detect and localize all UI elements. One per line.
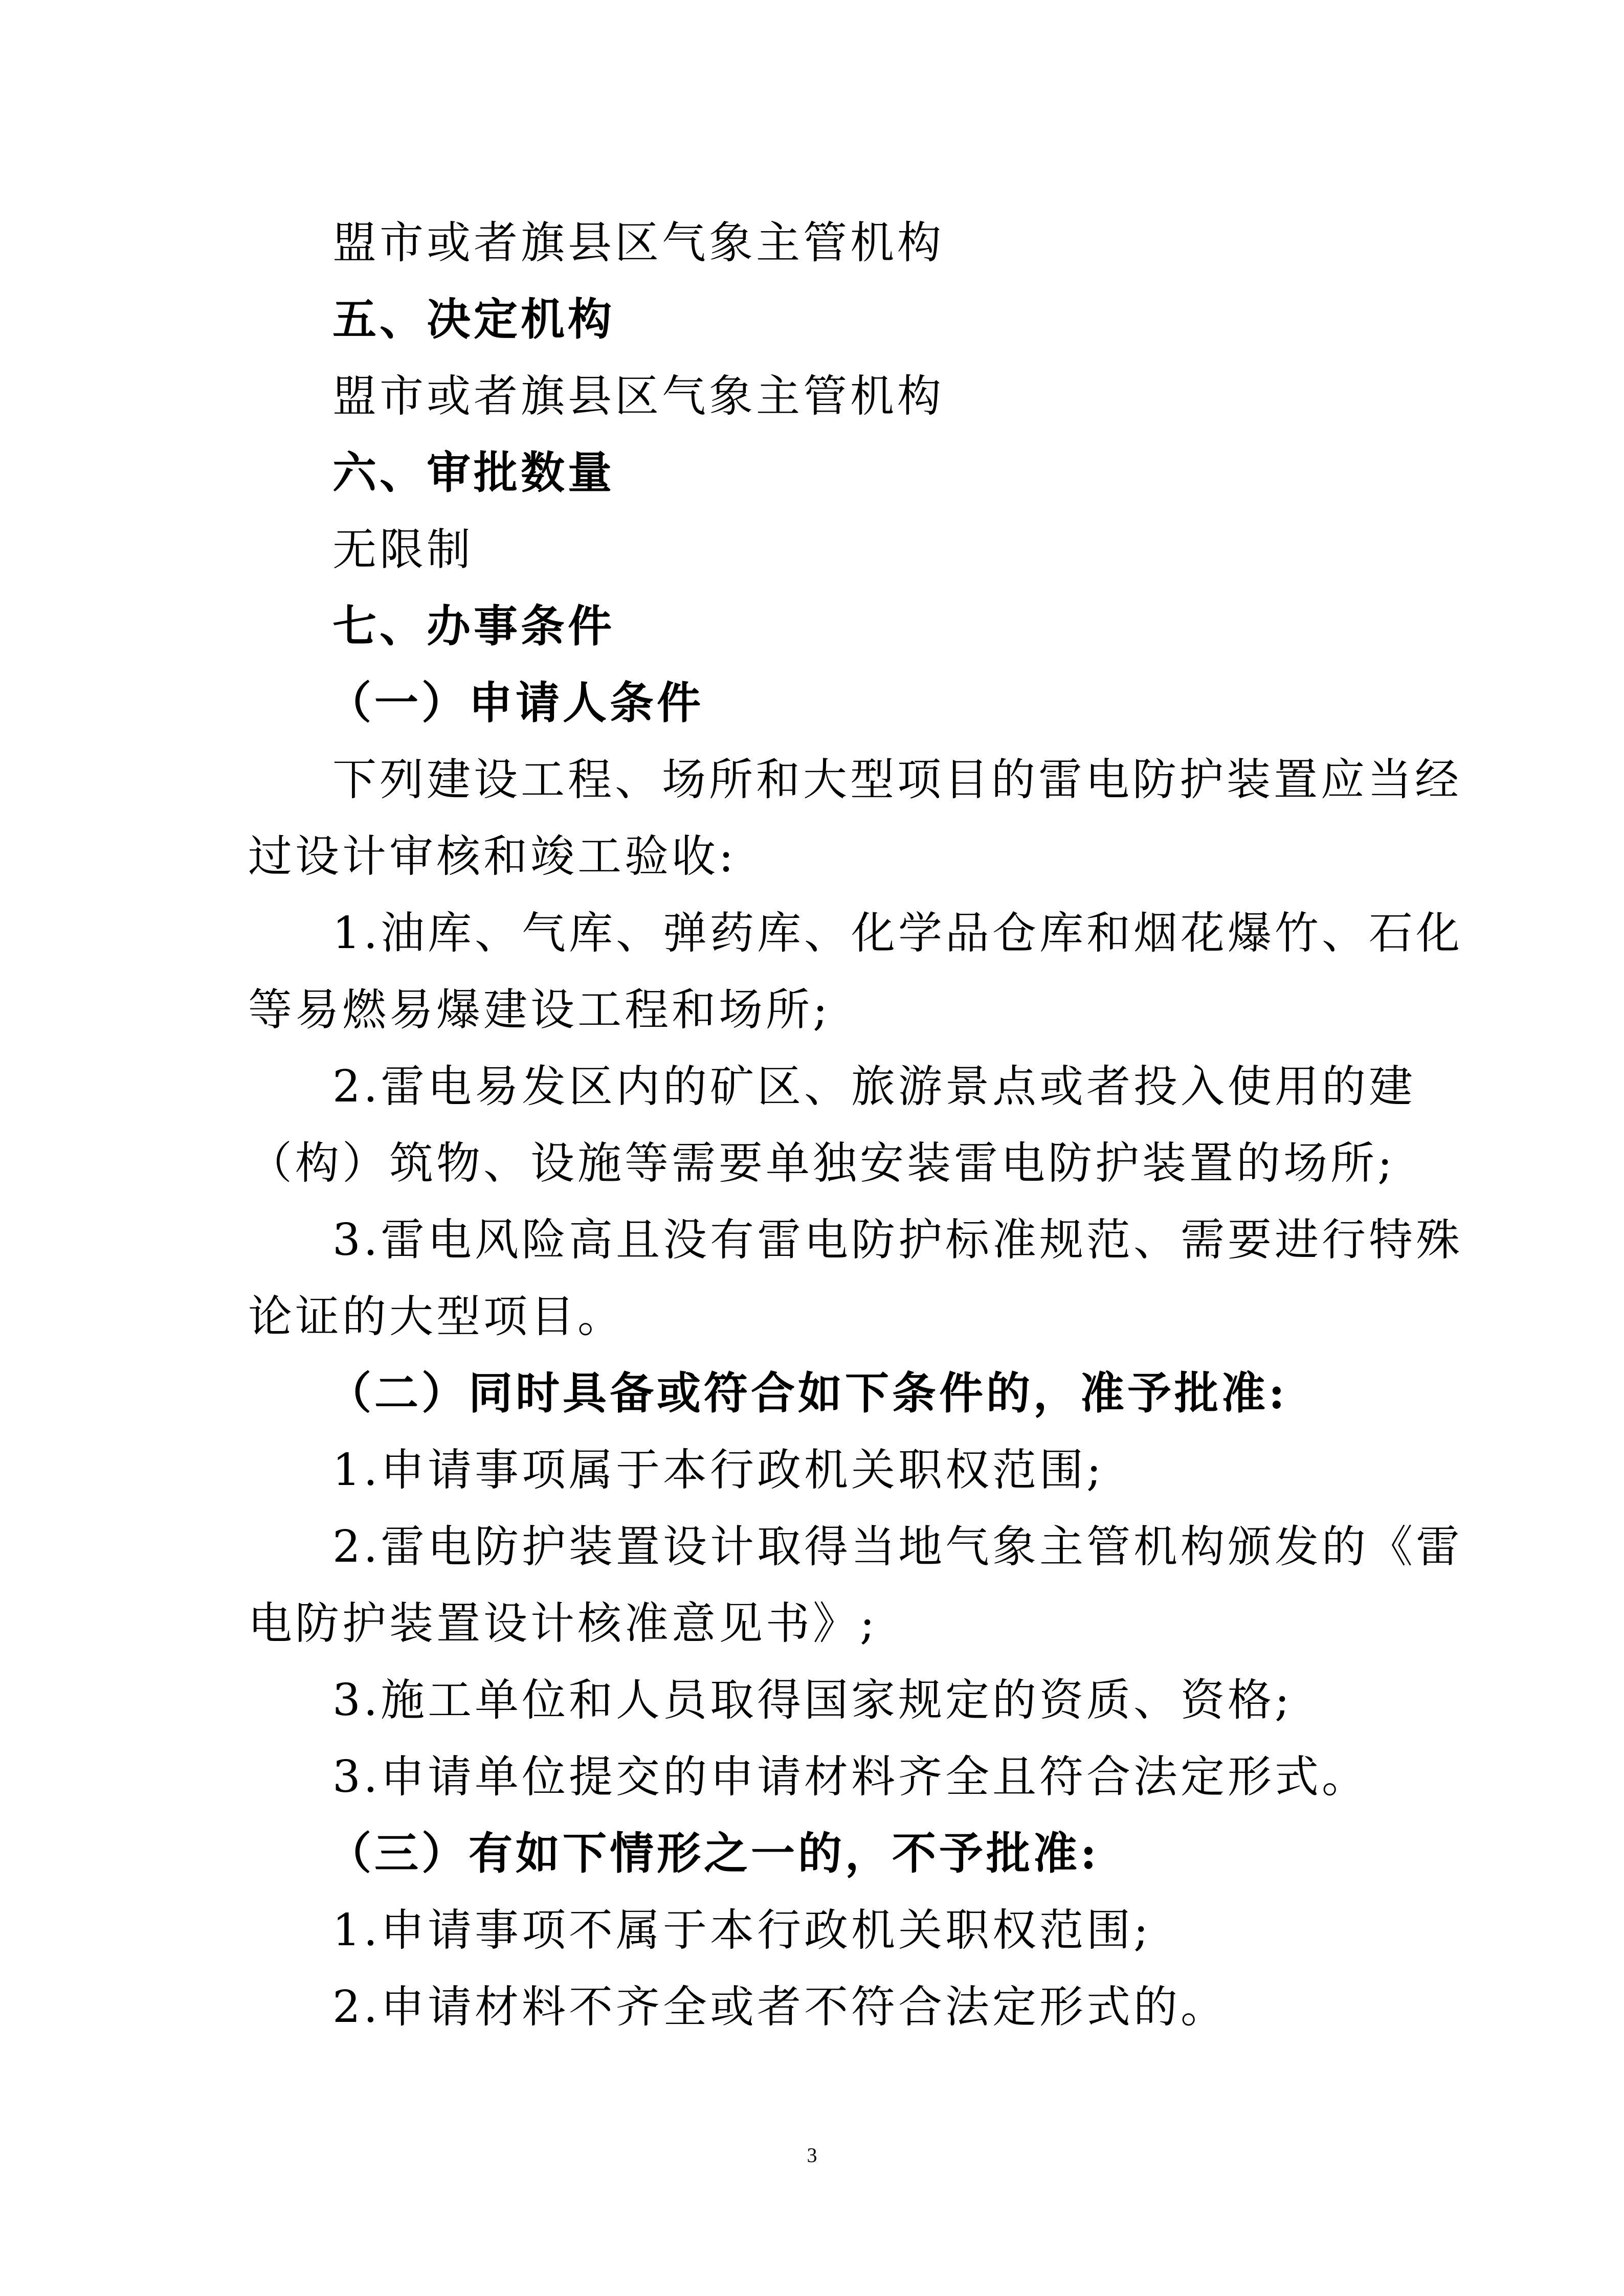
section-heading: 五、决定机构	[332, 294, 615, 345]
list-item: 2.申请材料不齐全或者不符合法定形式的。	[332, 1982, 1228, 2033]
list-item: 2.雷电易发区内的矿区、旅游景点或者投入使用的建	[332, 1061, 1416, 1112]
subsection-heading: （二）同时具备或符合如下条件的，准予批准:	[327, 1367, 1288, 1419]
text-line: 等易燃易爆建设工程和场所;	[248, 984, 831, 1036]
subsection-heading: （一）申请人条件	[327, 677, 704, 729]
list-item: 3.雷电风险高且没有雷电防护标准规范、需要进行特殊	[332, 1214, 1463, 1266]
subsection-heading: （三）有如下情形之一的，不予批准:	[327, 1828, 1100, 1879]
text-line: 论证的大型项目。	[248, 1291, 625, 1342]
text-line: 盟市或者旗县区气象主管机构	[332, 371, 944, 422]
section-heading: 七、办事条件	[332, 600, 615, 652]
text-line: （构）筑物、设施等需要单独安装雷电防护装置的场所;	[248, 1138, 1395, 1189]
section-heading: 六、审批数量	[332, 447, 615, 499]
text-line: 电防护装置设计核准意见书》;	[248, 1598, 878, 1649]
list-item: 1.申请事项属于本行政机关职权范围;	[332, 1445, 1105, 1496]
list-item: 1.申请事项不属于本行政机关职权范围;	[332, 1905, 1152, 1956]
list-item: 3.施工单位和人员取得国家规定的资质、资格;	[332, 1675, 1293, 1726]
list-item: 1.油库、气库、弹药库、化学品仓库和烟花爆竹、石化	[332, 908, 1463, 959]
list-item: 2.雷电防护装置设计取得当地气象主管机构颁发的《雷	[332, 1521, 1463, 1572]
text-line: 无限制	[332, 524, 474, 575]
text-line: 下列建设工程、场所和大型项目的雷电防护装置应当经	[332, 754, 1462, 805]
text-line: 过设计审核和竣工验收:	[248, 831, 737, 882]
list-item: 3.申请单位提交的申请材料齐全且符合法定形式。	[332, 1751, 1369, 1803]
text-line: 盟市或者旗县区气象主管机构	[332, 217, 944, 268]
page-number: 3	[807, 2144, 817, 2167]
